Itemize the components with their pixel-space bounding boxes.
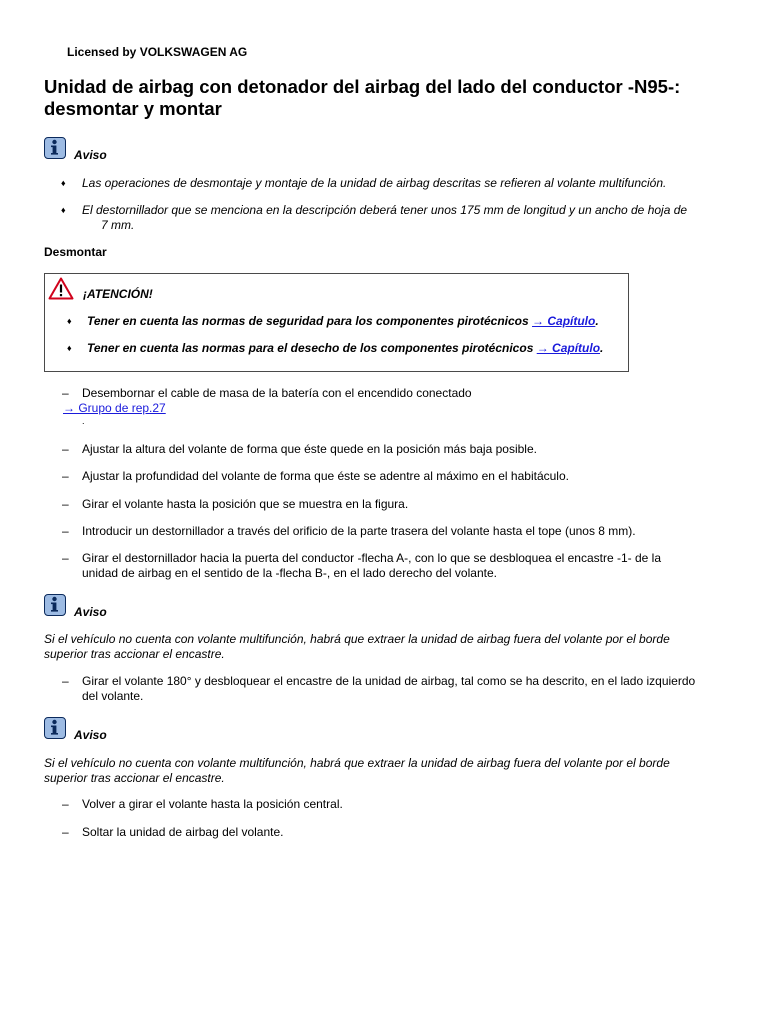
warning-item-text: Tener en cuenta las normas de seguridad para los componentes pirotécnicos: [87, 314, 533, 328]
warning-box: [44, 273, 629, 372]
notice-text: [44, 632, 744, 661]
notice-text-line2: superior tras accionar el encastre.: [44, 770, 225, 785]
repair-group-link[interactable]: → Grupo de rep.27: [63, 401, 166, 415]
info-icon: [44, 137, 66, 159]
notice-item: [82, 203, 742, 232]
step-item: Volver a girar el volante hasta la posición central.: [82, 797, 343, 811]
page-title-line2: desmontar y montar: [44, 98, 222, 119]
notice-label: Aviso: [74, 148, 107, 162]
step-dash-icon: –: [62, 674, 69, 688]
bullet-diamond-icon: ♦: [61, 178, 66, 188]
step-item: Desembornar el cable de masa de la batería con el encendido conectado: [82, 386, 472, 400]
step-dash-icon: –: [62, 797, 69, 811]
notice-text-line2: superior tras accionar el encastre.: [44, 646, 225, 661]
step-item-line1: Girar el destornillador hacia la puerta del conductor -flecha A-, con lo que se desbloquea el encastre -1- de la: [82, 551, 662, 565]
notice-text: [44, 756, 744, 785]
step-dash-icon: –: [62, 442, 69, 456]
warning-item-end: .: [595, 314, 599, 328]
page-title: [44, 76, 744, 120]
step-item: Soltar la unidad de airbag del volante.: [82, 825, 284, 839]
notice-text-line1: Si el vehículo no cuenta con volante multifunción, habrá que extraer la unidad de airbag fuera del volante por el borde: [44, 632, 670, 646]
step-item-period: .: [82, 416, 85, 426]
license-text: Licensed by VOLKSWAGEN AG: [67, 45, 248, 59]
step-dash-icon: –: [62, 524, 69, 538]
step-item: Ajustar la altura del volante de forma que éste quede en la posición más baja posible.: [82, 442, 537, 456]
info-icon: [44, 717, 66, 739]
warning-item: [87, 314, 599, 328]
chapter-link[interactable]: → Capítulo: [536, 341, 601, 355]
bullet-diamond-icon: ♦: [67, 343, 72, 353]
step-item: [82, 551, 742, 580]
step-dash-icon: –: [62, 497, 69, 511]
chapter-link[interactable]: → Capítulo: [532, 314, 596, 328]
step-item-line1: Girar el volante 180° y desbloquear el encastre de la unidad de airbag, tal como se ha descrito, en el lado izquierdo: [82, 674, 696, 688]
step-item: Ajustar la profundidad del volante de forma que éste se adentre al máximo en el habitáculo.: [82, 469, 569, 483]
notice-label: Aviso: [74, 728, 107, 742]
notice-item-line2: 7 mm.: [101, 217, 135, 232]
step-item: Introducir un destornillador a través del orificio de la parte trasera del volante hasta el tope (unos 8 mm).: [82, 524, 636, 538]
section-heading: Desmontar: [44, 245, 107, 259]
step-item: Girar el volante hasta la posición que se muestra en la figura.: [82, 497, 409, 511]
step-dash-icon: –: [62, 551, 69, 565]
step-item: [82, 674, 752, 703]
step-dash-icon: –: [62, 825, 69, 839]
warning-item: [87, 341, 603, 355]
step-dash-icon: –: [62, 386, 69, 400]
warning-label: ¡ATENCIÓN!: [83, 287, 153, 301]
step-item-line2: del volante.: [82, 688, 144, 703]
notice-label: Aviso: [74, 605, 107, 619]
notice-item-line1: El destornillador que se menciona en la descripción deberá tener unos 175 mm de longitud y un ancho de hoja de: [82, 203, 688, 217]
bullet-diamond-icon: ♦: [67, 316, 72, 326]
warning-item-text: Tener en cuenta las normas para el desecho de los componentes pirotécnicos: [87, 341, 537, 355]
step-item-line2: unidad de airbag en el sentido de la -flecha B-, en el lado derecho del volante.: [82, 565, 497, 580]
step-dash-icon: –: [62, 469, 69, 483]
page-title-line1: Unidad de airbag con detonador del airbag del lado del conductor -N95-:: [44, 76, 681, 97]
notice-text-line1: Si el vehículo no cuenta con volante multifunción, habrá que extraer la unidad de airbag fuera del volante por el borde: [44, 756, 670, 770]
warning-triangle-icon: [48, 277, 74, 300]
warning-item-end: .: [600, 341, 604, 355]
bullet-diamond-icon: ♦: [61, 205, 66, 215]
info-icon: [44, 594, 66, 616]
notice-item: Las operaciones de desmontaje y montaje de la unidad de airbag descritas se refieren al volante multifunción.: [82, 176, 667, 190]
